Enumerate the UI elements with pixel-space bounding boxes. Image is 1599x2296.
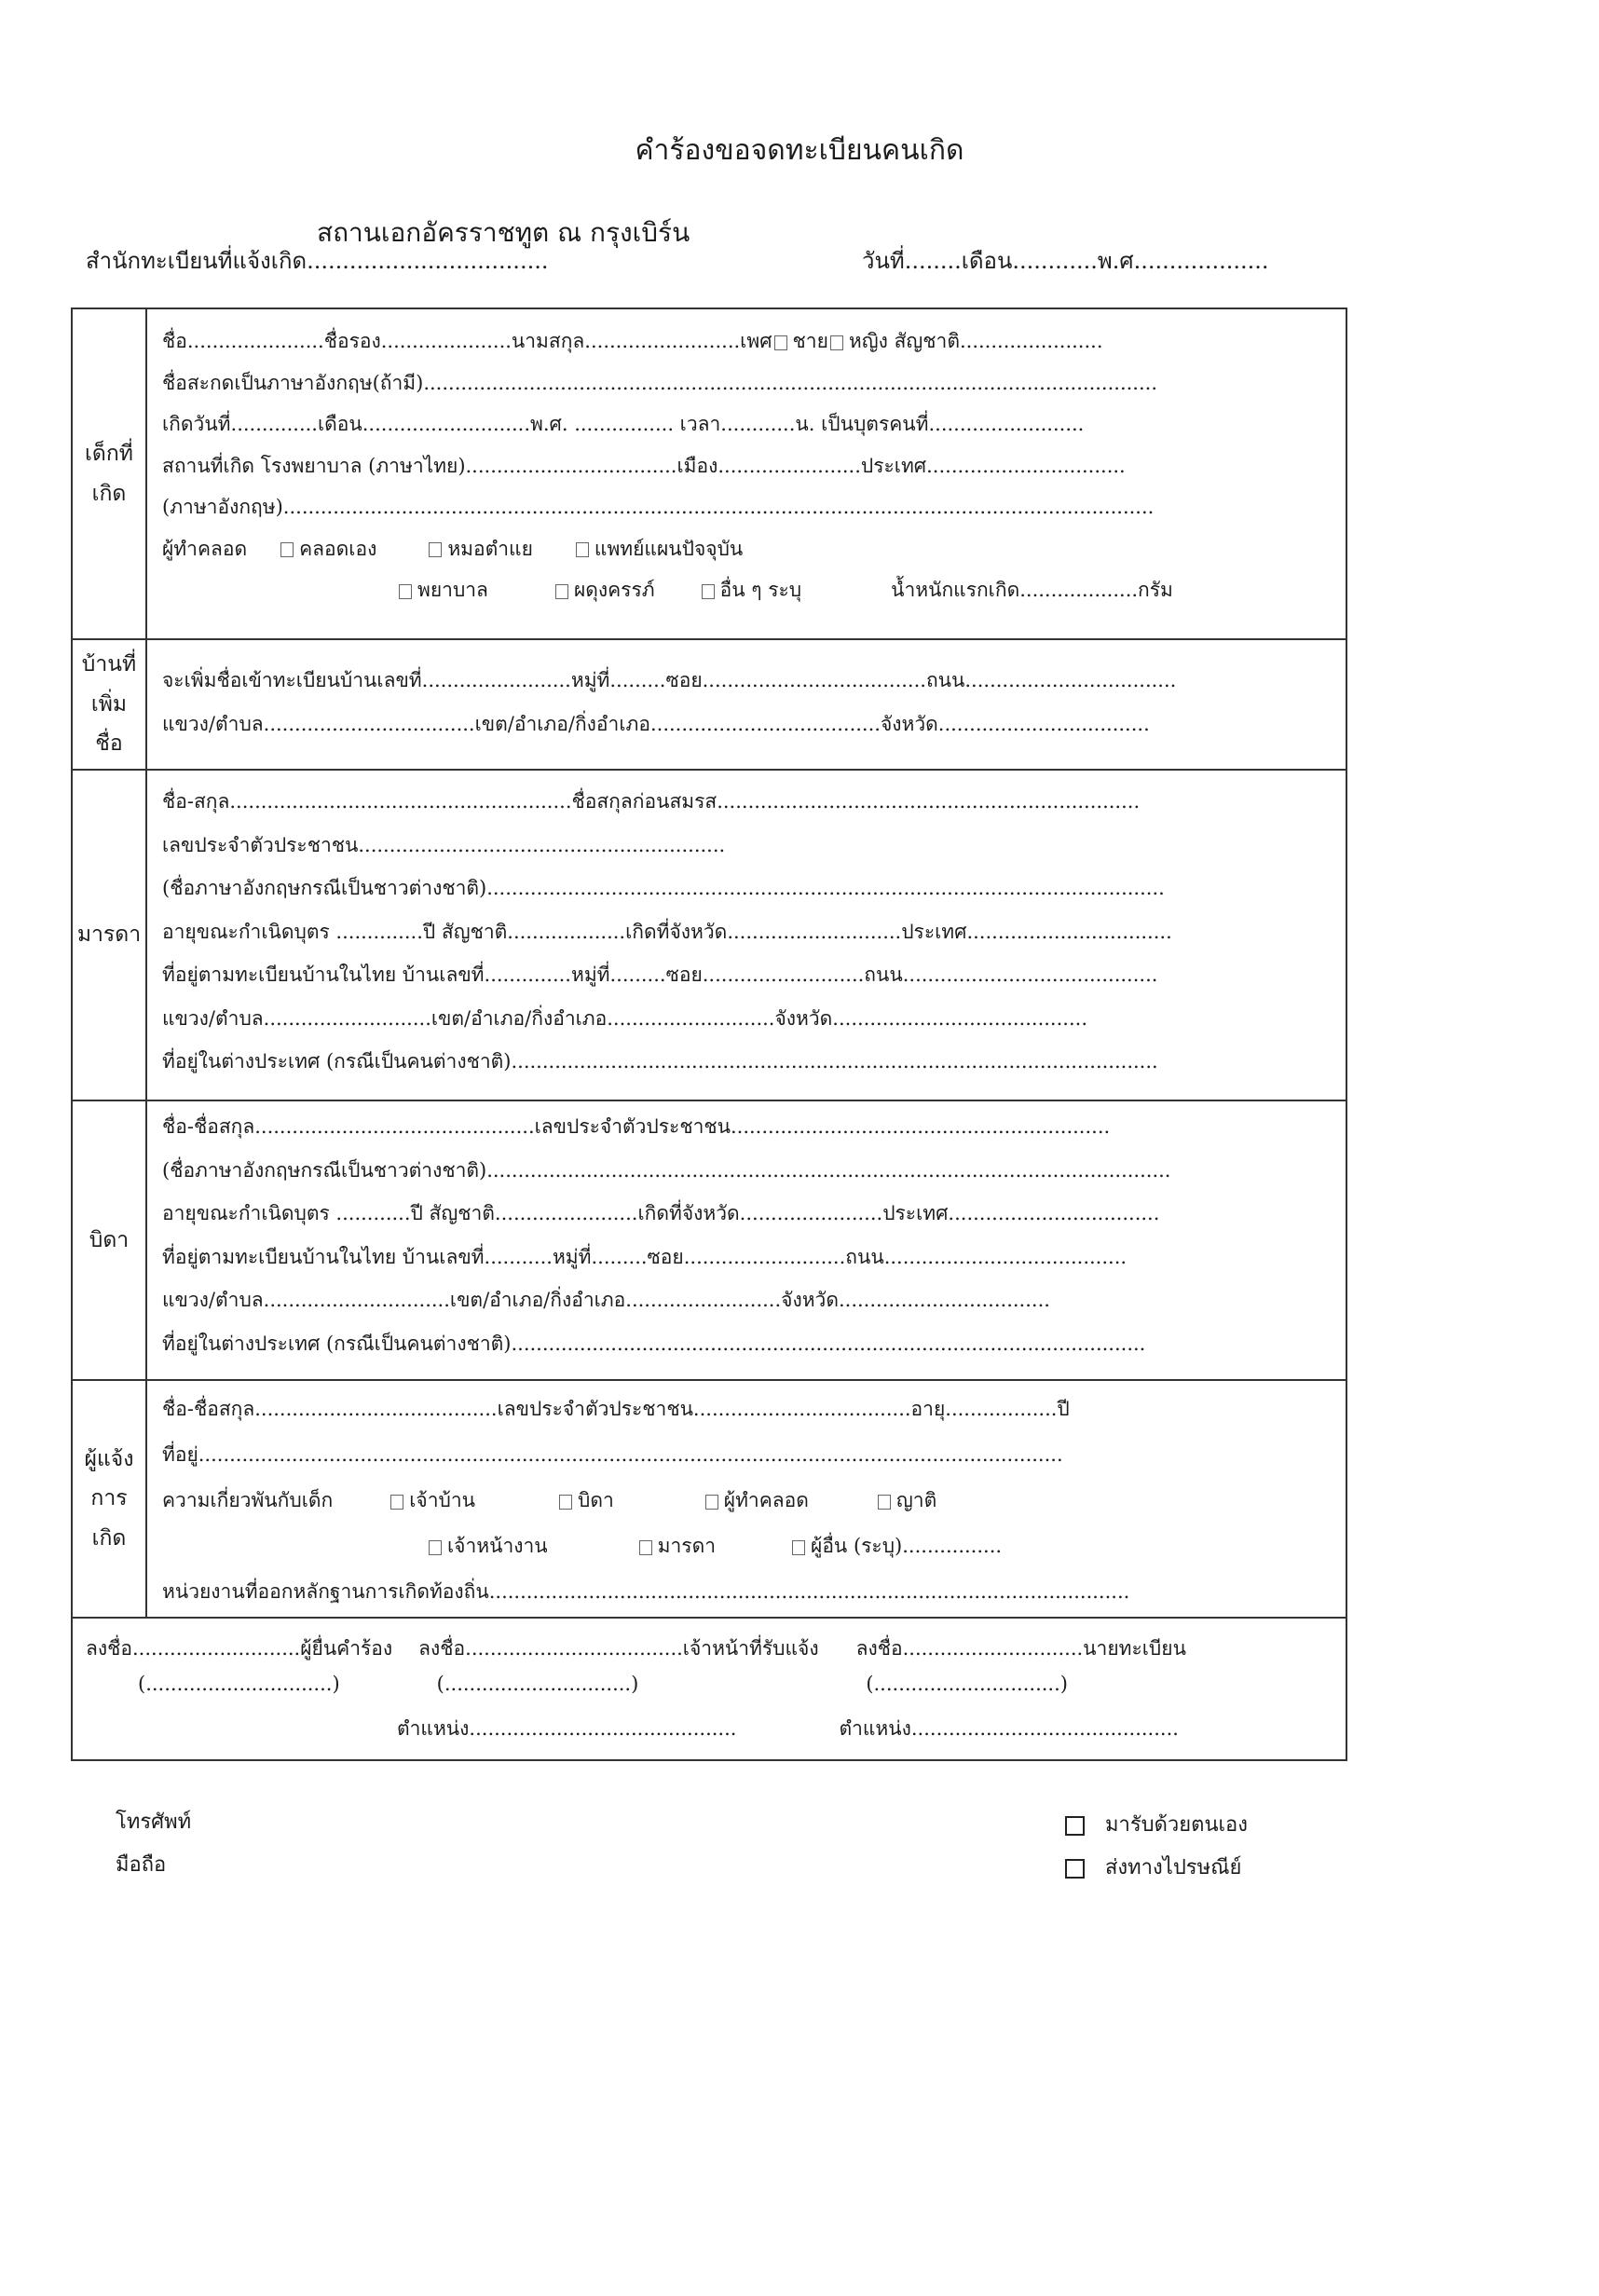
informant-relation-line: ความเกี่ยวพันกับเด็ก เจ้าบ้าน บิดา ผู้ทำคลอด ญาติ [162,1489,937,1511]
signature-line [86,1633,1332,1664]
child-section-label: เด็กที่ เกิด [73,309,147,638]
birth-weight-field[interactable]: น้ำหนักแรกเกิด...................กรัม [891,579,1173,601]
father-english-name-line[interactable]: (ชื่อภาษาอังกฤษกรณีเป็นชาวต่างชาติ).............................................................................................................. [162,1158,1171,1182]
doctor-checkbox[interactable] [576,542,589,557]
informant-fields [162,1387,1332,1615]
registrar-position-field[interactable]: ตำแหน่ง........................................... [839,1717,1179,1740]
mother-name-line[interactable]: ชื่อ-สกุล.......................................................ชื่อสกุลก่อนสมรส.................................................................... [162,790,1141,813]
pickup-checkbox[interactable] [1065,1816,1085,1836]
registrar-printed-name[interactable]: (..............................) [866,1673,1068,1695]
father-fields [162,1105,1332,1365]
father-section [73,1101,1346,1381]
officer-position-field[interactable]: ตำแหน่ง........................................... [397,1717,737,1740]
birth-attendant-line: ผู้ทำคลอด คลอดเอง หมอตำแย แพทย์แผนปัจจุบัน [162,537,744,560]
registration-office-field[interactable]: สำนักทะเบียนที่แจ้งเกิด.................................. [86,248,549,274]
mother-district-line[interactable]: แขวง/ตำบล...........................เขต/อำเภอ/กิ่งอำเภอ...........................จังหวัด......................................... [162,1006,1087,1030]
nurse-checkbox[interactable] [399,584,412,599]
father-thai-address-line[interactable]: ที่อยู่ตามทะเบียนบ้านในไทย บ้านเลขที่...........หมู่ที่.........ซอย..........................ถนน....................................... [162,1245,1128,1268]
female-checkbox[interactable] [830,335,843,350]
house-fields [162,659,1332,745]
informant-section [73,1381,1346,1619]
signature-name-line [86,1673,1332,1695]
post-option[interactable]: ส่งทางไปรษณีย์ [1065,1851,1241,1883]
relation-mother-checkbox[interactable] [639,1540,652,1555]
mother-thai-address-line[interactable]: ที่อยู่ตามทะเบียนบ้านในไทย บ้านเลขที่..............หมู่ที่.........ซอย..........................ถนน......................................... [162,964,1158,986]
signature-section [73,1619,1346,1763]
informant-relation-line-2: เจ้าหน้างาน มารดา ผู้อื่น (ระบุ)................ [162,1524,1332,1569]
child-birth-date-line[interactable]: เกิดวันที่..............เดือน...........................พ.ศ. ................ เวลา............น. เป็นบุตรคนที่......................... [162,413,1085,435]
child-birthplace-thai-line[interactable]: สถานที่เกิด โรงพยาบาล (ภาษาไทย)..................................เมือง.......................ประเทศ................................ [162,454,1126,477]
form-title: คำร้องขอจดทะเบียนคนเกิด [635,134,964,167]
phone-label: โทรศัพท์ [116,1811,192,1834]
house-section [73,640,1346,771]
informant-address-line[interactable]: ที่อยู่........................................................................................................................................... [162,1443,1063,1466]
informant-name-line[interactable]: ชื่อ-ชื่อสกุล.......................................เลขประจำตัวประชาชน...................................อายุ..................ปี [162,1398,1070,1420]
mother-foreign-address-line[interactable]: ที่อยู่ในต่างประเทศ (กรณีเป็นคนต่างชาติ)........................................................................................................ [162,1050,1158,1073]
pickup-option[interactable]: มารับด้วยตนเอง [1065,1808,1248,1840]
position-line [86,1714,1332,1744]
registrar-signature-field[interactable]: ลงชื่อ.............................นายทะเบียน [855,1637,1186,1660]
mother-section [73,771,1346,1101]
child-english-name-line[interactable]: ชื่อสะกดเป็นภาษาอังกฤษ(ถ้ามี)...................................................................................................................... [162,371,1158,394]
informant-section-label: ผู้แจ้ง การ เกิด [73,1381,147,1617]
post-checkbox[interactable] [1065,1859,1085,1879]
midwife-traditional-checkbox[interactable] [429,542,442,557]
house-section-label: บ้านที่ เพิ่ม ชื่อ [73,640,147,769]
child-section [73,309,1346,640]
child-name-line[interactable]: ชื่อ......................ชื่อรอง.....................นามสกุล.........................เพศ ชาย หญิง สัญชาติ....................... [162,330,1103,352]
birth-attendant-line-2: พยาบาล ผดุงครรภ์ อื่น ๆ ระบุ น้ำหนักแรกเกิด...................กรัม [162,569,1332,611]
relation-other-checkbox[interactable] [792,1540,805,1555]
child-birthplace-english-line[interactable]: (ภาษาอังกฤษ)............................................................................................................................................ [162,496,1155,518]
mother-section-label: มารดา [73,771,147,1100]
embassy-name: สถานเอกอัครราชทูต ณ กรุงเบิร์น [317,217,690,248]
mobile-label: มือถือ [116,1853,167,1877]
father-district-line[interactable]: แขวง/ตำบล..............................เขต/อำเภอ/กิ่งอำเภอ.........................จังหวัด.................................. [162,1289,1050,1311]
relation-attendant-checkbox[interactable] [705,1495,718,1510]
mother-id-line[interactable]: เลขประจำตัวประชาชน........................................................... [162,833,726,856]
relation-relative-checkbox[interactable] [878,1495,891,1510]
father-foreign-address-line[interactable]: ที่อยู่ในต่างประเทศ (กรณีเป็นคนต่างชาติ)...................................................................................................... [162,1332,1146,1355]
applicant-printed-name[interactable]: (..............................) [138,1673,340,1695]
mother-age-line[interactable]: อายุขณะกำเนิดบุตร ..............ปี สัญชาติ...................เกิดที่จังหวัด............................ประเทศ................................. [162,920,1172,943]
obstetric-nurse-checkbox[interactable] [555,584,568,599]
self-delivery-checkbox[interactable] [280,542,294,557]
father-section-label: บิดา [73,1101,147,1379]
relation-householder-checkbox[interactable] [390,1495,403,1510]
mother-english-name-line[interactable]: (ชื่อภาษาอังกฤษกรณีเป็นชาวต่างชาติ)............................................................................................................. [162,877,1165,899]
mother-fields [162,780,1332,1084]
informant-agency-line[interactable]: หน่วยงานที่ออกหลักฐานการเกิดท้องถิ่น....................................................................................................... [162,1580,1130,1603]
relation-father-checkbox[interactable] [559,1495,572,1510]
date-field[interactable]: วันที่........เดือน............พ.ศ................... [862,248,1269,274]
applicant-signature-field[interactable]: ลงชื่อ...........................ผู้ยื่นคำร้อง [86,1637,393,1660]
registration-form-table [71,308,1347,1761]
father-name-line[interactable]: ชื่อ-ชื่อสกุล.............................................เลขประจำตัวประชาชน............................................................. [162,1115,1111,1138]
child-fields [162,321,1332,611]
house-number-line[interactable]: จะเพิ่มชื่อเข้าทะเบียนบ้านเลขที่........................หมู่ที่.........ซอย....................................ถนน.................................. [162,669,1177,691]
officer-printed-name[interactable]: (..............................) [436,1673,639,1695]
house-district-line[interactable]: แขวง/ตำบล..................................เขต/อำเภอ/กิ่งอำเภอ.....................................จังหวัด.................................. [162,712,1150,735]
other-attendant-checkbox[interactable] [702,584,715,599]
officer-signature-field[interactable]: ลงชื่อ...................................เจ้าหน้าที่รับแจ้ง [418,1637,819,1660]
relation-official-checkbox[interactable] [429,1540,442,1555]
father-age-line[interactable]: อายุขณะกำเนิดบุตร ............ปี สัญชาติ.......................เกิดที่จังหวัด.......................ประเทศ.................................. [162,1202,1160,1224]
male-checkbox[interactable] [774,335,787,350]
